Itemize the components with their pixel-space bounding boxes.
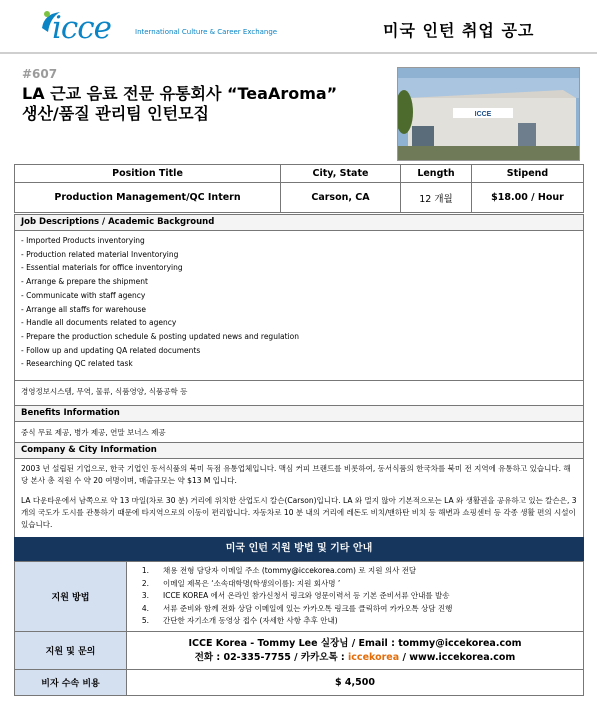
step-number: 5. bbox=[141, 616, 149, 626]
academic-background-text: 경영정보시스템, 무역, 물류, 식품영양, 식품공학 등 bbox=[21, 387, 188, 396]
headline-line-2: 생산/품질 관리팀 인턴모집 bbox=[22, 104, 210, 123]
icce-logo bbox=[38, 6, 278, 46]
position-title-value: Production Management/QC Intern bbox=[15, 183, 281, 213]
duty-list bbox=[15, 231, 583, 374]
step-number: 2. bbox=[141, 578, 149, 588]
list-item bbox=[127, 603, 583, 616]
length-value: 12 개월 bbox=[401, 183, 472, 213]
col-city-state: City, State bbox=[281, 165, 401, 183]
contact-phone[interactable]: 전화 : 02-335-7755 / 카카오톡 : bbox=[194, 651, 349, 663]
benefits-text: 중식 무료 제공, 병가 제공, 연말 보너스 제공 bbox=[21, 428, 166, 437]
fee-label: 비자 수속 비용 bbox=[15, 670, 127, 696]
building-illustration bbox=[398, 68, 580, 161]
list-item bbox=[127, 615, 583, 628]
company-section bbox=[14, 442, 584, 538]
method-label: 지원 방법 bbox=[15, 562, 127, 632]
logo-wordmark: icce bbox=[52, 10, 111, 46]
list-item bbox=[127, 578, 583, 591]
apply-heading: 미국 인턴 지원 방법 및 기타 안내 bbox=[14, 537, 584, 561]
city-state-value: Carson, CA bbox=[281, 183, 401, 213]
col-length: Length bbox=[401, 165, 472, 183]
step-number: 1. bbox=[141, 566, 149, 576]
kakao-link[interactable]: iccekorea bbox=[348, 651, 400, 663]
col-stipend: Stipend bbox=[472, 165, 584, 183]
website-link[interactable]: / www.iccekorea.com bbox=[399, 651, 516, 663]
position-table bbox=[14, 164, 584, 213]
step-number: 3. bbox=[141, 591, 149, 601]
list-item: - Imported Products inventorying bbox=[21, 236, 145, 245]
step-text: 이메일 제목은 ‘소속대학명(학생의이름): 지원 회사명 ’ bbox=[163, 578, 341, 588]
company-building-photo bbox=[397, 67, 580, 161]
contact-label: 지원 및 문의 bbox=[15, 632, 127, 670]
list-item: - Follow up and updating QA related documents bbox=[21, 345, 201, 355]
list-item bbox=[127, 565, 583, 578]
job-heading: Job Descriptions / Academic Background bbox=[15, 215, 583, 231]
list-item: - Production related material Inventorying bbox=[21, 249, 179, 259]
step-text: ICCE KOREA 에서 온라인 참가신청서 링크와 영문이력서 등 기본 준비서류 안내를 발송 bbox=[163, 591, 450, 601]
fee-value: $ 4,500 bbox=[127, 670, 584, 696]
list-item: - Arrange all staffs for warehouse bbox=[21, 304, 146, 314]
benefits-heading: Benefits Information bbox=[15, 406, 583, 422]
step-text: 간단한 자기소개 동영상 접수 (자세한 사항 추후 안내) bbox=[163, 616, 338, 626]
contact-line-2 bbox=[127, 651, 583, 665]
company-paragraph: 2003 년 설립된 기업으로, 한국 기업인 동서식품의 북미 독점 유통업체입니다. 맥심 커피 브랜드를 비롯하여, 동서식품의 한국차를 북미 전 지역에 유통하고 있습니다. 해당 본사 총 직원 수 약 20 여명이며, 매출규모는 약 $13 M 입니다. bbox=[21, 464, 571, 485]
list-item: - Communicate with staff agency bbox=[21, 290, 146, 300]
benefits-section bbox=[14, 405, 584, 443]
step-text: 서류 준비와 함께 전화 상담 이메일에 있는 카카오톡 링크를 클릭하여 카카오톡 상담 진행 bbox=[163, 603, 453, 613]
building-sign: ICCE bbox=[474, 111, 492, 118]
list-item: - Essential materials for office inventorying bbox=[21, 263, 183, 273]
list-item: - Handle all documents related to agency bbox=[21, 318, 177, 328]
apply-table bbox=[14, 561, 584, 696]
step-number: 4. bbox=[141, 603, 149, 613]
company-text bbox=[15, 459, 583, 534]
posting-headline bbox=[22, 84, 337, 124]
col-position-title: Position Title bbox=[15, 165, 281, 183]
list-item: - Arrange & prepare the shipment bbox=[21, 277, 148, 287]
list-item bbox=[127, 590, 583, 603]
document-title: 미국 인턴 취업 공고 bbox=[383, 21, 535, 40]
table-row bbox=[15, 183, 584, 213]
application-steps bbox=[127, 563, 583, 630]
list-item: - Prepare the production schedule & posting updated news and regulation bbox=[21, 331, 299, 341]
posting-number: #607 bbox=[22, 67, 58, 81]
contact-line-1[interactable]: ICCE Korea - Tommy Lee 실장님 / Email : tommy@iccekorea.com bbox=[188, 637, 522, 649]
list-item: - Researching QC related task bbox=[21, 359, 133, 369]
city-paragraph: LA 다운타운에서 남쪽으로 약 13 마일(차로 30 분) 거리에 위치한 산업도시 칼슨(Carson)입니다. LA 와 멀지 않아 기본적으로는 LA 와 생활권을 공유하고 있는 칼슨은, 3 개의 국도가 도시를 관통하기 때문에 타지역으로의 이동이 편리합니다. 자동차로 10 분 내의 거리에 레돈도 비치/맨하탄 비치 등 해변과 쇼핑센터 등 각종 생활 편의 시설이 있습니다. bbox=[21, 496, 577, 529]
company-heading: Company & City Information bbox=[15, 443, 583, 459]
header-divider bbox=[0, 52, 597, 54]
stipend-value: $18.00 / Hour bbox=[472, 183, 584, 213]
contact-info bbox=[127, 635, 583, 667]
academic-background bbox=[14, 380, 584, 406]
step-text: 채용 전형 담당자 이메일 주소 (tommy@iccekorea.com) 로 지원 의사 전달 bbox=[163, 566, 417, 576]
logo-tagline: International Culture & Career Exchange bbox=[135, 28, 278, 36]
job-section bbox=[14, 214, 584, 381]
headline-line-1: LA 근교 음료 전문 유통회사 “TeaAroma” bbox=[22, 84, 338, 103]
